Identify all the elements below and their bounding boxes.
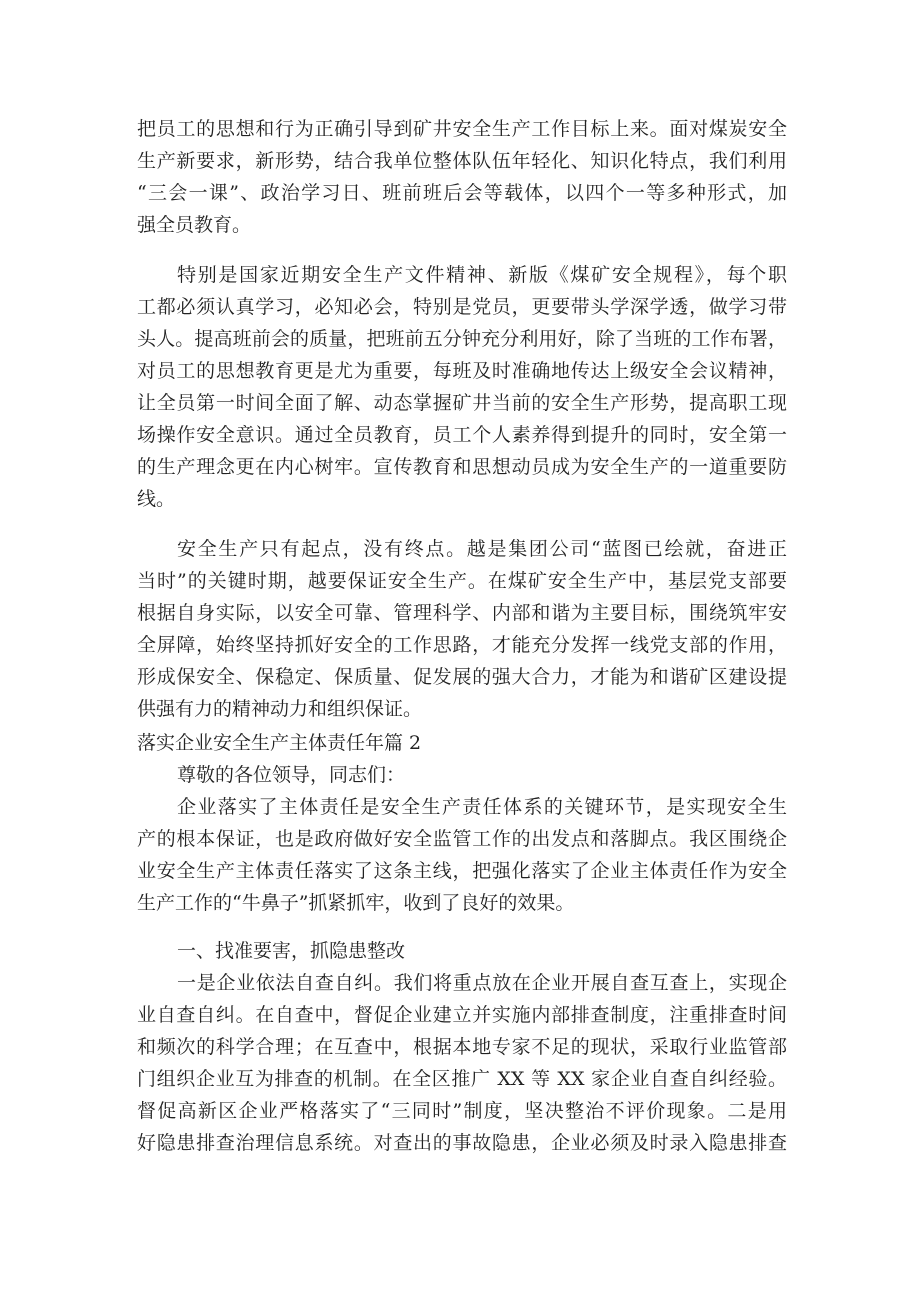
text-line: 产的根本保证，也是政府做好安全监管工作的出发点和落脚点。我区围绕企 xyxy=(137,828,787,850)
text-line: 让全员第一时间全面了解、动态掌握矿井当前的安全生产形势，提高职工现 xyxy=(137,392,787,414)
text-line: 对员工的思想教育更是尤为重要，每班及时准确地传达上级安全会议精神， xyxy=(137,360,787,382)
section-heading: 落实企业安全生产主体责任年篇 2 xyxy=(137,732,422,754)
text-line: 一、找准要害，抓隐患整改 xyxy=(177,940,406,962)
text-line: 形成保安全、保稳定、保质量、促发展的强大合力，才能为和谐矿区建设提 xyxy=(137,666,787,688)
text-line: 和频次的科学合理；在互查中，根据本地专家不足的现状，采取行业监管部 xyxy=(137,1036,787,1058)
text-line: 督促高新区企业严格落实了“三同时”制度，坚决整治不评价现象。二是用 xyxy=(137,1100,787,1122)
text-line: 安全生产只有起点，没有终点。越是集团公司“蓝图已绘就，奋进正 xyxy=(177,538,787,560)
text-line: 场操作安全意识。通过全员教育，员工个人素养得到提升的同时，安全第一 xyxy=(137,424,787,446)
text-line: 一是企业依法自查自纠。我们将重点放在企业开展自查互查上，实现企 xyxy=(177,972,787,994)
text-line: 把员工的思想和行为正确引导到矿井安全生产工作目标上来。面对煤炭安全 xyxy=(137,118,787,140)
text-line: “三会一课”、政治学习日、班前班后会等载体，以四个一等多种形式，加 xyxy=(137,182,787,204)
text-line: 当时”的关键时期，越要保证安全生产。在煤矿安全生产中，基层党支部要 xyxy=(137,570,787,592)
text-line: 业自查自纠。在自查中，督促企业建立并实施内部排查制度，注重排查时间 xyxy=(137,1004,787,1026)
text-line: 供强有力的精神动力和组织保证。 xyxy=(137,698,423,720)
text-line: 生产工作的“牛鼻子”抓紧抓牢，收到了良好的效果。 xyxy=(137,892,575,914)
text-line: 好隐患排查治理信息系统。对查出的事故隐患，企业必须及时录入隐患排查 xyxy=(137,1132,787,1154)
text-line: 线。 xyxy=(137,488,176,510)
text-line: 尊敬的各位领导，同志们： xyxy=(177,764,406,786)
text-line: 生产新要求，新形势，结合我单位整体队伍年轻化、知识化特点，我们利用 xyxy=(137,150,787,172)
text-line: 强全员教育。 xyxy=(137,214,252,236)
text-line: 的生产理念更在内心树牢。宣传教育和思想动员成为安全生产的一道重要防 xyxy=(137,456,787,478)
text-line: 业安全生产主体责任落实了这条主线，把强化落实了企业主体责任作为安全 xyxy=(137,860,787,882)
text-line: 工都必须认真学习，必知必会，特别是党员，更要带头学深学透，做学习带 xyxy=(137,296,787,318)
text-line: 门组织企业互为排查的机制。在全区推广 XX 等 XX 家企业自查自纠经验。 xyxy=(137,1068,787,1090)
text-line: 根据自身实际，以安全可靠、管理科学、内部和谐为主要目标，围绕筑牢安 xyxy=(137,602,787,624)
text-line: 企业落实了主体责任是安全生产责任体系的关键环节，是实现安全生 xyxy=(177,796,787,818)
text-line: 头人。提高班前会的质量，把班前五分钟充分利用好，除了当班的工作布署， xyxy=(137,328,787,350)
text-line: 全屏障，始终坚持抓好安全的工作思路，才能充分发挥一线党支部的作用， xyxy=(137,634,787,656)
text-line: 特别是国家近期安全生产文件精神、新版《煤矿安全规程》，每个职 xyxy=(177,264,787,286)
